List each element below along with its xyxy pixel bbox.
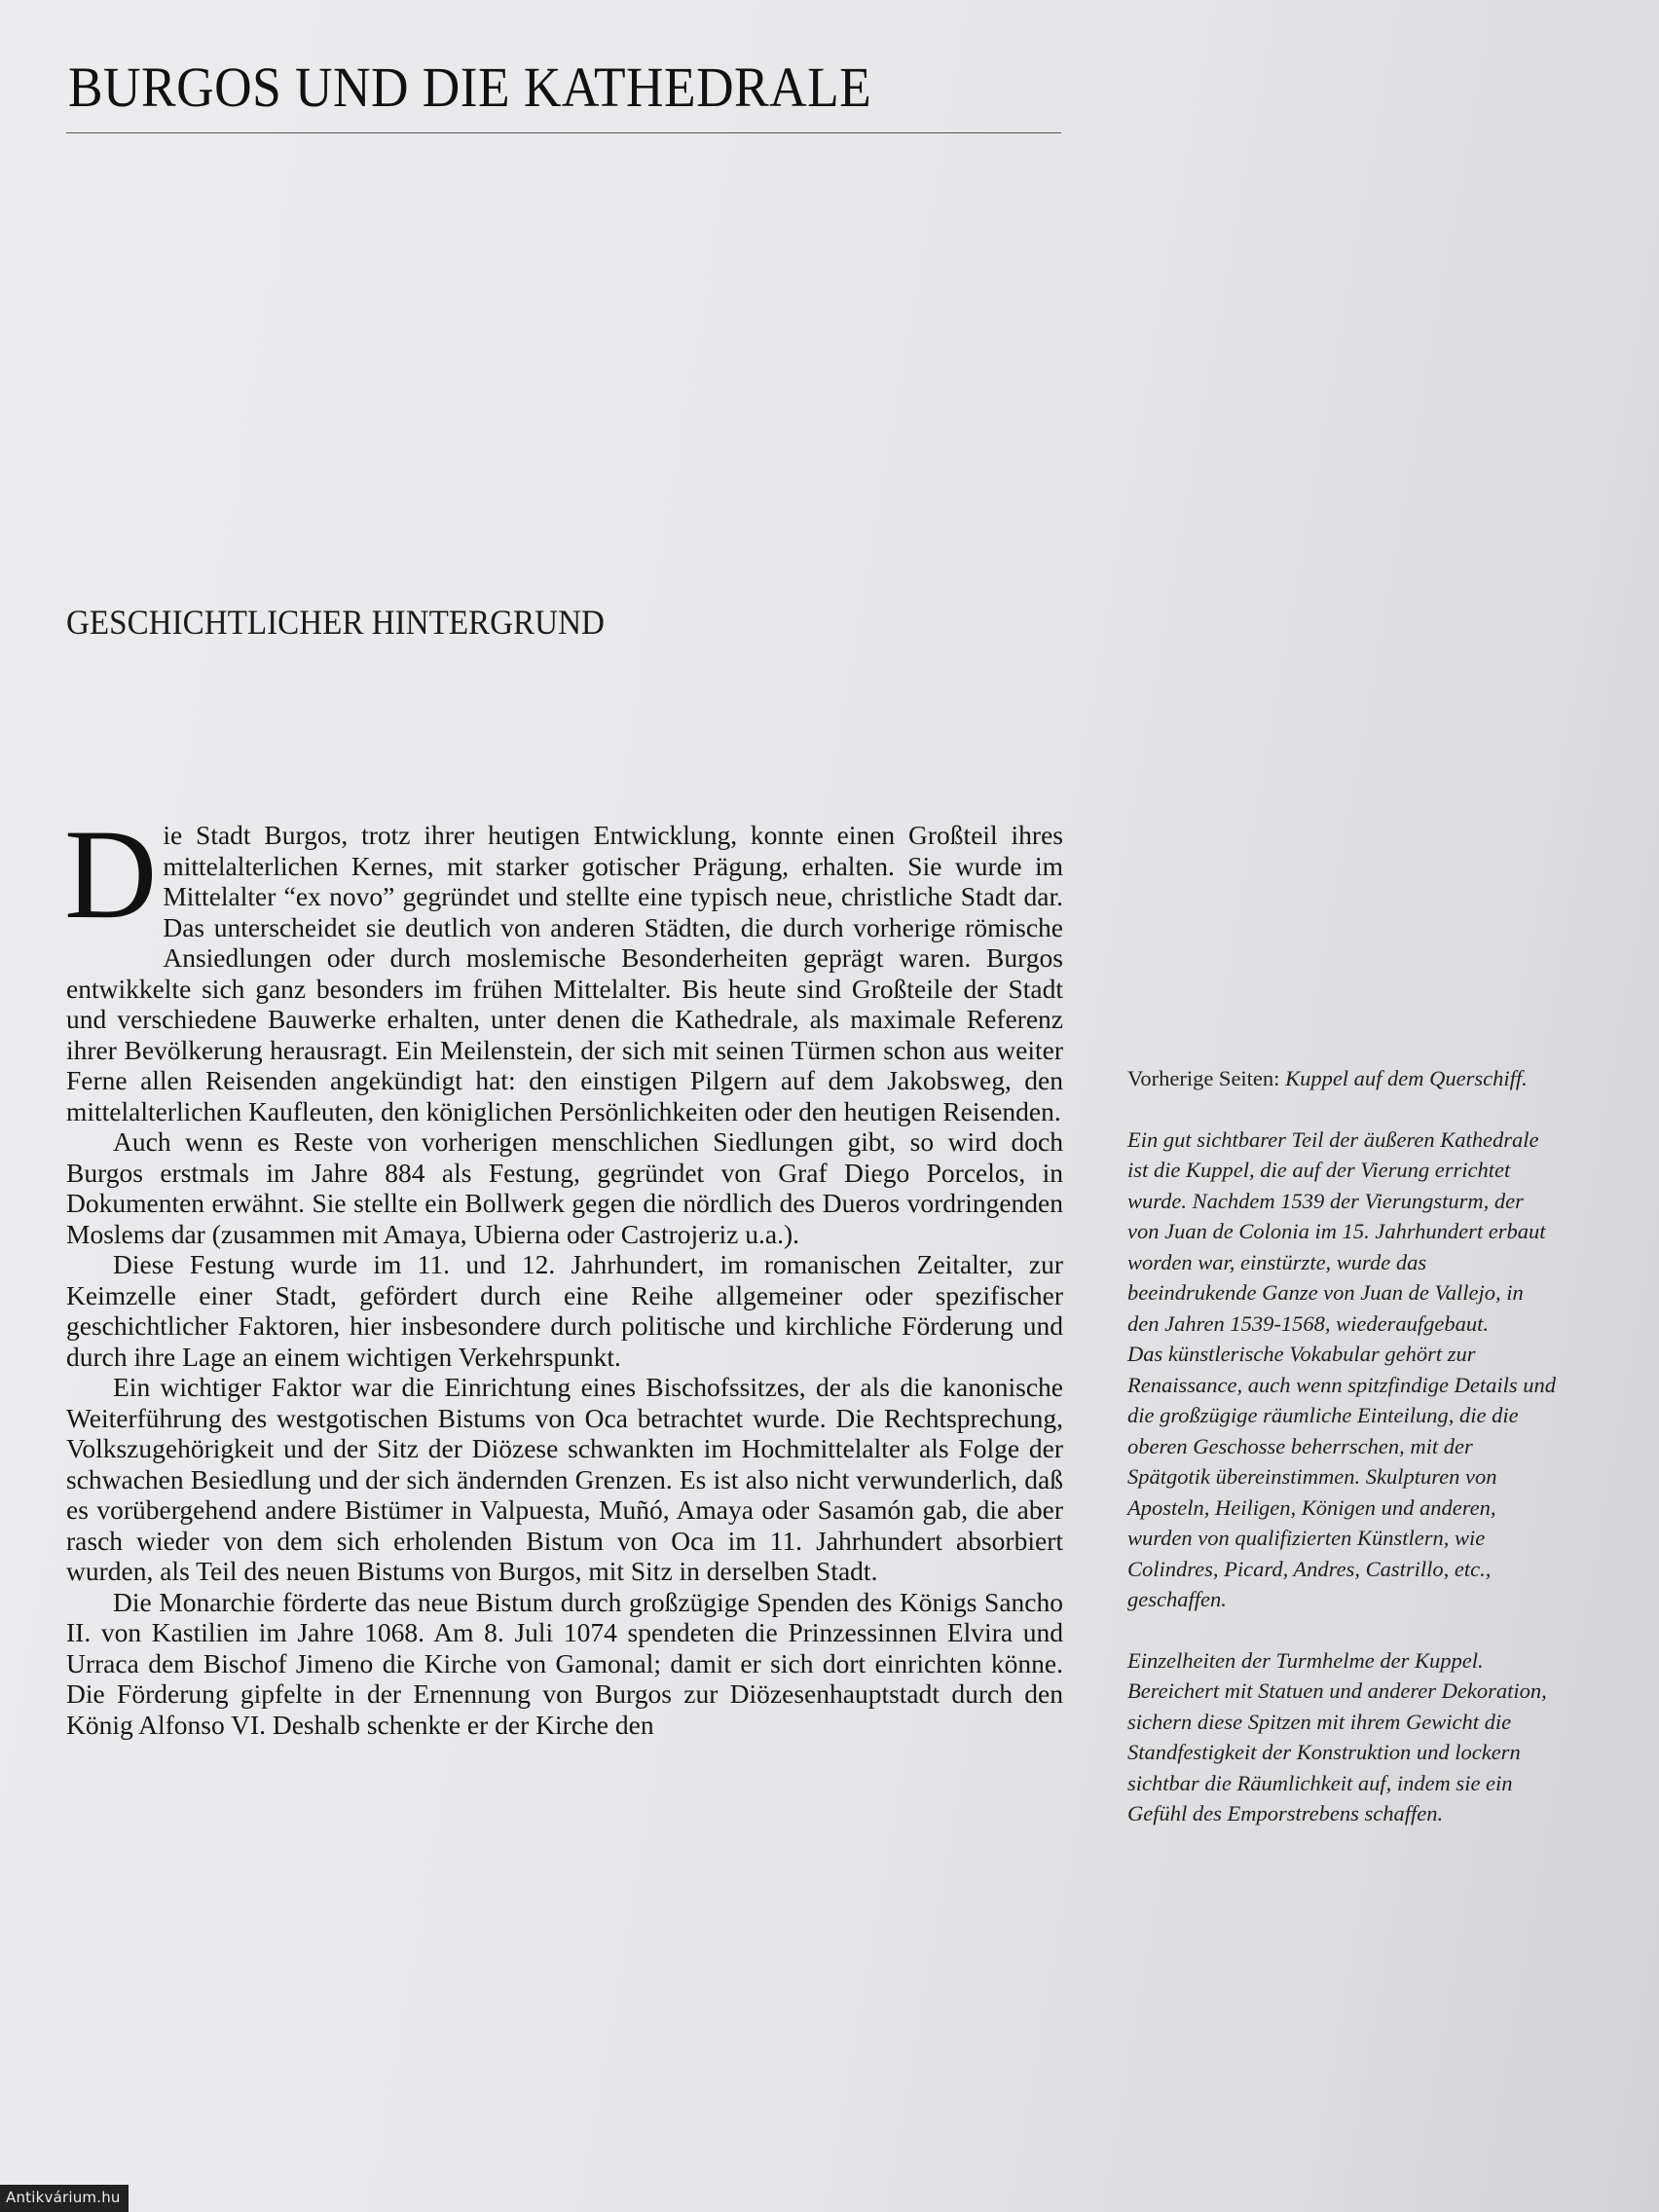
caption-spires: Einzelheiten der Turmhelme der Kuppel. Bereichert mit Statuen und anderer Dekoration, sichern diese Spitzen mit ihrem Gewicht die Standfestigkeit der Konstruktion und lockern sichtbar die Räumlichkeit auf, indem sie ein Gefühl des Emporstrebens schaffen. (1127, 1647, 1547, 1825)
sidebar-captions (1127, 1063, 1556, 1860)
paragraph-2: Auch wenn es Reste von vorherigen menschlichen Siedlungen gibt, so wird doch Burgos erstmals im Jahre 884 als Festung, gegründet von Graf Diego Porcelos, in Dokumenten erwähnt. Sie stellte ein Bollwerk gegen die nördlich des Dueros vordringenden Moslems dar (zusammen mit Amaya, Ubierna oder Castrojeriz u.a.). (66, 1126, 1063, 1249)
caption-1-text: Kuppel auf dem Querschiff. (1285, 1066, 1528, 1090)
caption-previous-pages (1127, 1063, 1556, 1094)
caption-1-label: Vorherige Seiten: (1127, 1066, 1286, 1090)
caption-2-part-2: Das künstlerische Vokabular gehört zur Renaissance, auch wenn spitzfindige Details und die großzügige räumliche Einteilung, die die oberen Geschosse beherrschen, mit der Spätgotik übereinstimmen. Skulpturen von Aposteln, Heiligen, Königen und anderen, wurden von qualifizierten Künstlern, wie Colindres, Picard, Andres, Castrillo, etc., geschaffen. (1127, 1342, 1556, 1611)
drop-cap: D (64, 802, 158, 945)
caption-2-part-1: Ein gut sichtbarer Teil der äußeren Kathedrale ist die Kuppel, die auf der Vierung errichtet wurde. Nachdem 1539 der Vierungsturm, der von Juan de Colonia im 15. Jahrhundert erbaut worden war, einstürzte, wurde das beeindrukende Ganze von Juan de Vallejo, in den Jahren 1539-1568, wiederaufgebaut. (1127, 1126, 1546, 1336)
main-text-column (64, 802, 1063, 1740)
watermark: Antikvárium.hu (0, 2185, 129, 2212)
page-title: BURGOS UND DIE KATHEDRALE (68, 55, 872, 119)
paragraph-1 (64, 802, 1063, 1126)
paragraph-5: Die Monarchie förderte das neue Bistum durch großzügige Spenden des Königs Sancho II. von Kastilien im Jahre 1068. Am 8. Juli 1074 spendeten die Prinzessinnen Elvira und Urraca dem Bischof Jimeno die Kirche von Gamonal; damit er sich dort einrichten könne. Die Förderung gipfelte in der Ernennung von Burgos zur Diözesenhauptstadt durch den König Alfonso VI. Deshalb schenkte er der Kirche den (66, 1586, 1063, 1740)
section-heading: GESCHICHTLICHER HINTERGRUND (66, 603, 605, 642)
paragraph-4: Ein wichtiger Faktor war die Einrichtung eines Bischofssitzes, der als die kanonische Weiterführung des westgotischen Bistums von Oca betrachtet wurde. Die Rechtsprechung, Volkszugehörigkeit und der Sitz der Diözese schwankten im Hochmittelalter als Folge der schwachen Besiedlung und der sich ändernden Grenzen. Es ist also nicht verwunderlich, daß es vorübergehend andere Bistümer in Valpuesta, Muñó, Amaya oder Sasamón gab, die aber rasch wieder von dem sich erholenden Bistum von Oca im 11. Jahrhundert absorbiert wurden, als Teil des neuen Bistums von Burgos, mit Sitz in derselben Stadt. (66, 1372, 1063, 1586)
paragraph-1-text: ie Stadt Burgos, trotz ihrer heutigen Entwicklung, konnte einen Großteil ihres mittelalterlichen Kernes, mit starker gotischer Prägung, erhalten. Sie wurde im Mittelalter “ex novo” gegründet und stellte eine typisch neue, christliche Stadt dar. Das unterscheidet sie deutlich von anderen Städten, die durch vorherige römische Ansiedlungen oder durch moslemische Besonderheiten geprägt waren. Burgos entwikkelte sich ganz besonders im frühen Mittelalter. Bis heute sind Großteile der Stadt und verschiedene Bauwerke erhalten, unter denen die Kathedrale, als maximale Referenz ihrer Bevölkerung herausragt. Ein Meilenstein, der sich mit seinen Türmen schon aus weiter Ferne allen Reisenden angekündigt hat: den einstigen Pilgern auf dem Jakobsweg, den mittelalterlichen Kaufleuten, den königlichen Persönlichkeiten oder den heutigen Reisenden. (66, 820, 1063, 1126)
caption-dome (1127, 1124, 1556, 1615)
title-rule (66, 132, 1061, 133)
paragraph-3: Diese Festung wurde im 11. und 12. Jahrhundert, im romanischen Zeitalter, zur Keimzelle einer Stadt, gefördert durch eine Reihe allgemeiner oder spezifischer geschichtlicher Faktoren, hier insbesondere durch politische und kirchliche Förderung und durch ihre Lage an einem wichtigen Verkehrspunkt. (66, 1249, 1063, 1372)
